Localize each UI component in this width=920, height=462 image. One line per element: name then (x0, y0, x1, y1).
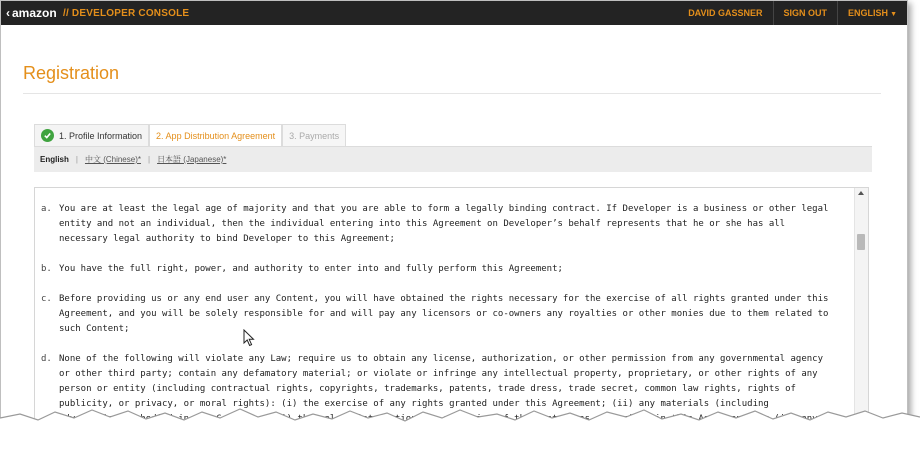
agreement-clause (41, 262, 833, 277)
language-dropdown[interactable] (837, 1, 907, 25)
language-option-english[interactable]: English (40, 155, 69, 164)
clause-text: You have the full right, power, and authority to enter into and fully perform this Agreement; (59, 264, 563, 274)
user-name-link[interactable]: DAVID GASSNER (688, 8, 763, 18)
scroll-thumb[interactable] (857, 234, 865, 250)
agreement-clause (41, 202, 833, 247)
clause-letter: c. (41, 294, 52, 304)
page-title: Registration (23, 63, 120, 83)
tab-label: 1. Profile Information (59, 130, 143, 141)
tab-profile-information[interactable] (34, 124, 149, 146)
mouse-cursor-icon (243, 329, 255, 352)
clause-text: You are at least the legal age of majority and that you are able to form a legally binding contract. If Developer is a business or other legal entity and not an individual, then the individual entering into this Agreement on Developer’s behalf represents that he or she has all necessary legal authority to bind Developer to this Agreement; (59, 204, 829, 244)
language-selector-bar (34, 146, 872, 172)
title-divider (23, 93, 881, 94)
account-nav (678, 1, 907, 25)
registration-steps (34, 124, 346, 146)
clause-letter: a. (41, 204, 52, 214)
tab-label: 2. App Distribution Agreement (156, 130, 276, 141)
tab-payments[interactable] (282, 124, 346, 146)
tab-app-distribution-agreement[interactable] (149, 124, 282, 146)
tab-label: 3. Payments (289, 130, 340, 141)
agreement-clause (41, 292, 833, 337)
clause-text: Before providing us or any end user any Content, you will have obtained the rights necessary for the exercise of all rights granted under this Agreement, and you will be solely responsible for and will pay any licensors or co-owners any royalties or other monies due to them related to such Content; (59, 294, 829, 334)
check-circle-icon (41, 129, 54, 142)
language-option-japanese[interactable]: 日本語 (Japanese)* (157, 155, 227, 164)
clause-letter: b. (41, 264, 52, 274)
scroll-up-icon[interactable] (858, 191, 864, 195)
language-label: ENGLISH (848, 8, 889, 18)
amazon-logo[interactable] (6, 6, 57, 20)
back-chevron-icon: ‹ (6, 6, 10, 20)
clause-text: None of the following will violate any Law; require us to obtain any license, authorization, or other permission from any governmental agency or other third party; contain any defamatory material; or violate or infringe any intellectual property, proprietary, or other rights of any person or entity (including contractual rights, copyrights, trademarks, patents, trade dress, trade secret, common law rights, rights of publicity, or privacy, or moral rights): (i) the exercise of any rights granted under this Agreement; (ii) any materials (including in any (59, 354, 824, 424)
logo-text: amazon (12, 6, 57, 20)
sign-out-link[interactable]: SIGN OUT (773, 1, 838, 25)
torn-paper-edge (0, 402, 920, 462)
language-option-chinese[interactable]: 中文 (Chinese)* (84, 155, 141, 164)
clause-letter: d. (41, 354, 52, 364)
separator: | (147, 155, 151, 164)
top-navigation-bar (1, 1, 907, 25)
separator: | (75, 155, 78, 164)
caret-down-icon: ▼ (890, 11, 897, 18)
console-label: // DEVELOPER CONSOLE (63, 8, 190, 19)
